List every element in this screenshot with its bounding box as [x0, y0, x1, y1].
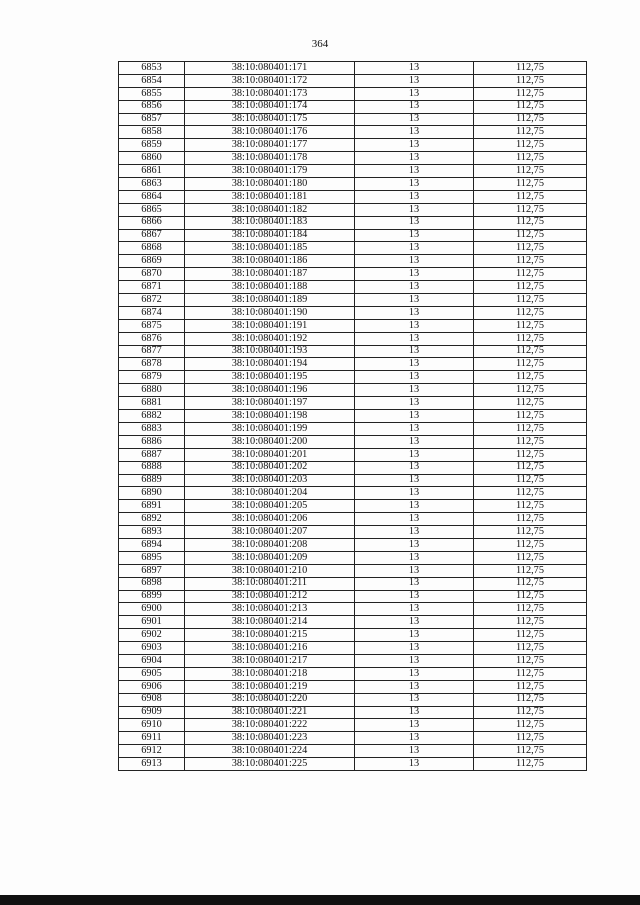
row-number-cell: 6865	[119, 203, 185, 216]
cadastral-number-cell: 38:10:080401:172	[185, 74, 355, 87]
value-cell: 112,75	[474, 667, 587, 680]
row-number-cell: 6855	[119, 87, 185, 100]
cadastral-number-cell: 38:10:080401:223	[185, 732, 355, 745]
table-row	[119, 461, 587, 474]
table-row	[119, 62, 587, 75]
cadastral-number-cell: 38:10:080401:176	[185, 126, 355, 139]
value-cell: 112,75	[474, 371, 587, 384]
value-cell: 112,75	[474, 294, 587, 307]
value-cell: 112,75	[474, 126, 587, 139]
row-number-cell: 6856	[119, 100, 185, 113]
count-cell: 13	[355, 680, 474, 693]
count-cell: 13	[355, 667, 474, 680]
count-cell: 13	[355, 590, 474, 603]
count-cell: 13	[355, 410, 474, 423]
count-cell: 13	[355, 719, 474, 732]
table-row	[119, 551, 587, 564]
cadastral-number-cell: 38:10:080401:177	[185, 139, 355, 152]
row-number-cell: 6869	[119, 255, 185, 268]
cadastral-number-cell: 38:10:080401:184	[185, 229, 355, 242]
table-row	[119, 745, 587, 758]
table-row	[119, 526, 587, 539]
cadastral-number-cell: 38:10:080401:196	[185, 384, 355, 397]
row-number-cell: 6887	[119, 448, 185, 461]
table-row	[119, 693, 587, 706]
count-cell: 13	[355, 551, 474, 564]
row-number-cell: 6859	[119, 139, 185, 152]
cadastral-number-cell: 38:10:080401:189	[185, 294, 355, 307]
row-number-cell: 6868	[119, 242, 185, 255]
value-cell: 112,75	[474, 629, 587, 642]
row-number-cell: 6860	[119, 152, 185, 165]
value-cell: 112,75	[474, 603, 587, 616]
count-cell: 13	[355, 642, 474, 655]
table-row	[119, 616, 587, 629]
table-row	[119, 332, 587, 345]
row-number-cell: 6863	[119, 178, 185, 191]
value-cell: 112,75	[474, 758, 587, 771]
value-cell: 112,75	[474, 551, 587, 564]
table-row	[119, 706, 587, 719]
table-row	[119, 732, 587, 745]
count-cell: 13	[355, 745, 474, 758]
count-cell: 13	[355, 435, 474, 448]
count-cell: 13	[355, 474, 474, 487]
value-cell: 112,75	[474, 564, 587, 577]
value-cell: 112,75	[474, 255, 587, 268]
cadastral-number-cell: 38:10:080401:181	[185, 190, 355, 203]
count-cell: 13	[355, 319, 474, 332]
row-number-cell: 6883	[119, 422, 185, 435]
value-cell: 112,75	[474, 190, 587, 203]
count-cell: 13	[355, 74, 474, 87]
table-row	[119, 113, 587, 126]
count-cell: 13	[355, 203, 474, 216]
cadastral-number-cell: 38:10:080401:175	[185, 113, 355, 126]
parcel-registry-table	[118, 61, 587, 771]
cadastral-number-cell: 38:10:080401:191	[185, 319, 355, 332]
row-number-cell: 6908	[119, 693, 185, 706]
cadastral-number-cell: 38:10:080401:207	[185, 526, 355, 539]
value-cell: 112,75	[474, 139, 587, 152]
count-cell: 13	[355, 616, 474, 629]
row-number-cell: 6902	[119, 629, 185, 642]
value-cell: 112,75	[474, 577, 587, 590]
count-cell: 13	[355, 178, 474, 191]
row-number-cell: 6886	[119, 435, 185, 448]
count-cell: 13	[355, 654, 474, 667]
cadastral-number-cell: 38:10:080401:199	[185, 422, 355, 435]
cadastral-number-cell: 38:10:080401:215	[185, 629, 355, 642]
cadastral-number-cell: 38:10:080401:171	[185, 62, 355, 75]
cadastral-number-cell: 38:10:080401:201	[185, 448, 355, 461]
count-cell: 13	[355, 564, 474, 577]
value-cell: 112,75	[474, 680, 587, 693]
row-number-cell: 6910	[119, 719, 185, 732]
cadastral-number-cell: 38:10:080401:183	[185, 216, 355, 229]
cadastral-number-cell: 38:10:080401:188	[185, 281, 355, 294]
row-number-cell: 6903	[119, 642, 185, 655]
table-row	[119, 371, 587, 384]
cadastral-number-cell: 38:10:080401:179	[185, 165, 355, 178]
count-cell: 13	[355, 706, 474, 719]
cadastral-number-cell: 38:10:080401:202	[185, 461, 355, 474]
count-cell: 13	[355, 152, 474, 165]
table-row	[119, 564, 587, 577]
value-cell: 112,75	[474, 526, 587, 539]
cadastral-number-cell: 38:10:080401:210	[185, 564, 355, 577]
count-cell: 13	[355, 448, 474, 461]
table-row	[119, 629, 587, 642]
table-row	[119, 216, 587, 229]
cadastral-number-cell: 38:10:080401:182	[185, 203, 355, 216]
row-number-cell: 6871	[119, 281, 185, 294]
table-row	[119, 487, 587, 500]
value-cell: 112,75	[474, 397, 587, 410]
row-number-cell: 6875	[119, 319, 185, 332]
cadastral-number-cell: 38:10:080401:208	[185, 538, 355, 551]
cadastral-number-cell: 38:10:080401:180	[185, 178, 355, 191]
count-cell: 13	[355, 603, 474, 616]
count-cell: 13	[355, 422, 474, 435]
table-row	[119, 294, 587, 307]
count-cell: 13	[355, 268, 474, 281]
table-row	[119, 667, 587, 680]
cadastral-number-cell: 38:10:080401:212	[185, 590, 355, 603]
table-row	[119, 178, 587, 191]
cadastral-number-cell: 38:10:080401:194	[185, 358, 355, 371]
value-cell: 112,75	[474, 422, 587, 435]
value-cell: 112,75	[474, 229, 587, 242]
cadastral-number-cell: 38:10:080401:173	[185, 87, 355, 100]
cadastral-number-cell: 38:10:080401:203	[185, 474, 355, 487]
table-row	[119, 435, 587, 448]
value-cell: 112,75	[474, 332, 587, 345]
cadastral-number-cell: 38:10:080401:222	[185, 719, 355, 732]
table-body	[119, 62, 587, 771]
table-row	[119, 358, 587, 371]
count-cell: 13	[355, 629, 474, 642]
table-row	[119, 719, 587, 732]
row-number-cell: 6899	[119, 590, 185, 603]
count-cell: 13	[355, 139, 474, 152]
count-cell: 13	[355, 358, 474, 371]
count-cell: 13	[355, 332, 474, 345]
table-row	[119, 242, 587, 255]
count-cell: 13	[355, 165, 474, 178]
count-cell: 13	[355, 732, 474, 745]
row-number-cell: 6854	[119, 74, 185, 87]
cadastral-number-cell: 38:10:080401:219	[185, 680, 355, 693]
cadastral-number-cell: 38:10:080401:192	[185, 332, 355, 345]
row-number-cell: 6879	[119, 371, 185, 384]
row-number-cell: 6867	[119, 229, 185, 242]
count-cell: 13	[355, 281, 474, 294]
count-cell: 13	[355, 693, 474, 706]
table-row	[119, 152, 587, 165]
count-cell: 13	[355, 87, 474, 100]
value-cell: 112,75	[474, 410, 587, 423]
value-cell: 112,75	[474, 178, 587, 191]
table-row	[119, 654, 587, 667]
value-cell: 112,75	[474, 654, 587, 667]
row-number-cell: 6858	[119, 126, 185, 139]
count-cell: 13	[355, 294, 474, 307]
table-row	[119, 680, 587, 693]
cadastral-number-cell: 38:10:080401:206	[185, 513, 355, 526]
row-number-cell: 6882	[119, 410, 185, 423]
row-number-cell: 6898	[119, 577, 185, 590]
table-row	[119, 474, 587, 487]
row-number-cell: 6876	[119, 332, 185, 345]
table-row	[119, 590, 587, 603]
value-cell: 112,75	[474, 165, 587, 178]
cadastral-number-cell: 38:10:080401:178	[185, 152, 355, 165]
value-cell: 112,75	[474, 590, 587, 603]
table-row	[119, 203, 587, 216]
row-number-cell: 6893	[119, 526, 185, 539]
value-cell: 112,75	[474, 706, 587, 719]
row-number-cell: 6872	[119, 294, 185, 307]
value-cell: 112,75	[474, 152, 587, 165]
cadastral-number-cell: 38:10:080401:224	[185, 745, 355, 758]
table-row	[119, 306, 587, 319]
row-number-cell: 6878	[119, 358, 185, 371]
count-cell: 13	[355, 526, 474, 539]
count-cell: 13	[355, 306, 474, 319]
cadastral-number-cell: 38:10:080401:209	[185, 551, 355, 564]
value-cell: 112,75	[474, 487, 587, 500]
row-number-cell: 6888	[119, 461, 185, 474]
row-number-cell: 6909	[119, 706, 185, 719]
cadastral-number-cell: 38:10:080401:174	[185, 100, 355, 113]
table-row	[119, 139, 587, 152]
value-cell: 112,75	[474, 448, 587, 461]
count-cell: 13	[355, 500, 474, 513]
cadastral-number-cell: 38:10:080401:218	[185, 667, 355, 680]
table-row	[119, 410, 587, 423]
row-number-cell: 6853	[119, 62, 185, 75]
count-cell: 13	[355, 397, 474, 410]
row-number-cell: 6874	[119, 306, 185, 319]
bottom-scan-edge	[0, 895, 640, 905]
table-row	[119, 642, 587, 655]
row-number-cell: 6891	[119, 500, 185, 513]
count-cell: 13	[355, 100, 474, 113]
count-cell: 13	[355, 62, 474, 75]
value-cell: 112,75	[474, 384, 587, 397]
value-cell: 112,75	[474, 358, 587, 371]
row-number-cell: 6894	[119, 538, 185, 551]
row-number-cell: 6880	[119, 384, 185, 397]
row-number-cell: 6877	[119, 345, 185, 358]
value-cell: 112,75	[474, 242, 587, 255]
value-cell: 112,75	[474, 281, 587, 294]
cadastral-number-cell: 38:10:080401:190	[185, 306, 355, 319]
row-number-cell: 6892	[119, 513, 185, 526]
value-cell: 112,75	[474, 345, 587, 358]
count-cell: 13	[355, 229, 474, 242]
value-cell: 112,75	[474, 538, 587, 551]
cadastral-number-cell: 38:10:080401:186	[185, 255, 355, 268]
row-number-cell: 6857	[119, 113, 185, 126]
table-row	[119, 165, 587, 178]
table-row	[119, 397, 587, 410]
cadastral-number-cell: 38:10:080401:193	[185, 345, 355, 358]
row-number-cell: 6912	[119, 745, 185, 758]
value-cell: 112,75	[474, 306, 587, 319]
count-cell: 13	[355, 345, 474, 358]
row-number-cell: 6905	[119, 667, 185, 680]
table-row	[119, 87, 587, 100]
table-row	[119, 500, 587, 513]
table-row	[119, 345, 587, 358]
value-cell: 112,75	[474, 693, 587, 706]
row-number-cell: 6870	[119, 268, 185, 281]
table-row	[119, 268, 587, 281]
row-number-cell: 6900	[119, 603, 185, 616]
row-number-cell: 6897	[119, 564, 185, 577]
count-cell: 13	[355, 113, 474, 126]
count-cell: 13	[355, 384, 474, 397]
count-cell: 13	[355, 242, 474, 255]
table-row	[119, 603, 587, 616]
row-number-cell: 6889	[119, 474, 185, 487]
cadastral-number-cell: 38:10:080401:216	[185, 642, 355, 655]
table-row	[119, 384, 587, 397]
cadastral-number-cell: 38:10:080401:195	[185, 371, 355, 384]
table-row	[119, 281, 587, 294]
value-cell: 112,75	[474, 616, 587, 629]
table-row	[119, 448, 587, 461]
cadastral-number-cell: 38:10:080401:185	[185, 242, 355, 255]
value-cell: 112,75	[474, 319, 587, 332]
count-cell: 13	[355, 577, 474, 590]
value-cell: 112,75	[474, 642, 587, 655]
table-row	[119, 190, 587, 203]
row-number-cell: 6890	[119, 487, 185, 500]
row-number-cell: 6901	[119, 616, 185, 629]
cadastral-number-cell: 38:10:080401:198	[185, 410, 355, 423]
row-number-cell: 6866	[119, 216, 185, 229]
page-number: 364	[311, 38, 329, 50]
row-number-cell: 6861	[119, 165, 185, 178]
cadastral-number-cell: 38:10:080401:217	[185, 654, 355, 667]
cadastral-number-cell: 38:10:080401:220	[185, 693, 355, 706]
table-row	[119, 100, 587, 113]
value-cell: 112,75	[474, 268, 587, 281]
cadastral-number-cell: 38:10:080401:214	[185, 616, 355, 629]
table-row	[119, 229, 587, 242]
cadastral-number-cell: 38:10:080401:211	[185, 577, 355, 590]
count-cell: 13	[355, 126, 474, 139]
count-cell: 13	[355, 461, 474, 474]
value-cell: 112,75	[474, 461, 587, 474]
cadastral-number-cell: 38:10:080401:213	[185, 603, 355, 616]
cadastral-number-cell: 38:10:080401:200	[185, 435, 355, 448]
row-number-cell: 6864	[119, 190, 185, 203]
count-cell: 13	[355, 538, 474, 551]
value-cell: 112,75	[474, 74, 587, 87]
table-row	[119, 538, 587, 551]
count-cell: 13	[355, 216, 474, 229]
value-cell: 112,75	[474, 435, 587, 448]
table-row	[119, 577, 587, 590]
row-number-cell: 6911	[119, 732, 185, 745]
table-row	[119, 74, 587, 87]
row-number-cell: 6895	[119, 551, 185, 564]
value-cell: 112,75	[474, 474, 587, 487]
value-cell: 112,75	[474, 203, 587, 216]
value-cell: 112,75	[474, 732, 587, 745]
table-row	[119, 758, 587, 771]
count-cell: 13	[355, 758, 474, 771]
count-cell: 13	[355, 487, 474, 500]
table-row	[119, 422, 587, 435]
row-number-cell: 6913	[119, 758, 185, 771]
cadastral-number-cell: 38:10:080401:187	[185, 268, 355, 281]
value-cell: 112,75	[474, 87, 587, 100]
row-number-cell: 6904	[119, 654, 185, 667]
cadastral-number-cell: 38:10:080401:204	[185, 487, 355, 500]
value-cell: 112,75	[474, 62, 587, 75]
count-cell: 13	[355, 513, 474, 526]
value-cell: 112,75	[474, 513, 587, 526]
cadastral-number-cell: 38:10:080401:221	[185, 706, 355, 719]
cadastral-number-cell: 38:10:080401:225	[185, 758, 355, 771]
value-cell: 112,75	[474, 100, 587, 113]
count-cell: 13	[355, 255, 474, 268]
table-row	[119, 319, 587, 332]
value-cell: 112,75	[474, 113, 587, 126]
value-cell: 112,75	[474, 500, 587, 513]
value-cell: 112,75	[474, 745, 587, 758]
table-row	[119, 126, 587, 139]
count-cell: 13	[355, 190, 474, 203]
cadastral-number-cell: 38:10:080401:197	[185, 397, 355, 410]
table-row	[119, 255, 587, 268]
value-cell: 112,75	[474, 719, 587, 732]
count-cell: 13	[355, 371, 474, 384]
row-number-cell: 6881	[119, 397, 185, 410]
table-row	[119, 513, 587, 526]
row-number-cell: 6906	[119, 680, 185, 693]
cadastral-number-cell: 38:10:080401:205	[185, 500, 355, 513]
value-cell: 112,75	[474, 216, 587, 229]
